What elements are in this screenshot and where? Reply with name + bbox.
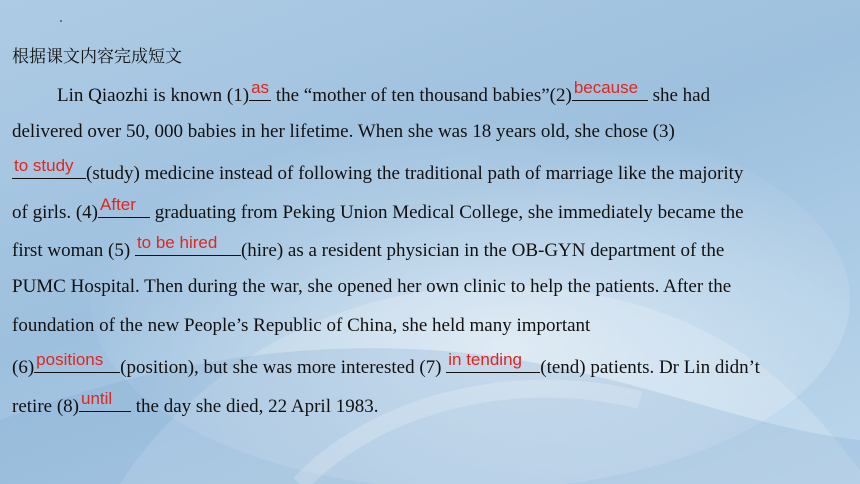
blank-2[interactable] [572, 78, 648, 101]
answer-1: as [251, 78, 270, 97]
passage-text: foundation of the new People’s Republic of China, she held many important [12, 315, 591, 336]
passage-line-4 [12, 195, 744, 224]
blank-4[interactable] [98, 195, 150, 218]
blank-1[interactable] [249, 78, 271, 101]
passage-text: delivered over 50, 000 babies in her lifetime. When she was 18 years old, she chose (3) [12, 121, 675, 142]
passage-text: (6) [12, 357, 35, 378]
passage-line-6 [12, 276, 731, 298]
blank-6[interactable] [34, 350, 120, 373]
exercise-heading: 根据课文内容完成短文 [12, 47, 182, 67]
passage-line-3 [12, 156, 744, 185]
answer-2: because [573, 78, 639, 97]
answer-6: positions [36, 350, 104, 369]
passage-line-5 [12, 233, 725, 262]
passage-text: the “mother of ten thousand babies”(2) [271, 85, 572, 106]
passage-text: (hire) as a resident physician in the OB-GYN department of the [240, 240, 725, 261]
passage-line-8 [12, 350, 760, 379]
answer-4: After [100, 195, 136, 214]
passage-line-1 [12, 78, 711, 107]
passage-text: PUMC Hospital. Then during the war, she opened her own clinic to help the patients. After the [12, 276, 732, 297]
answer-8: until [80, 389, 113, 408]
blank-5[interactable] [135, 233, 241, 256]
passage-line-9 [12, 389, 379, 418]
passage-text: the day she died, 22 April 1983. [130, 396, 379, 417]
decorative-dot [60, 20, 62, 22]
passage-text: (position), but she was more interested (7) [120, 357, 447, 378]
passage-text: graduating from Peking Union Medical College, she immediately became the [150, 202, 744, 223]
passage-text: (tend) patients. Dr Lin didn’t [540, 357, 760, 378]
answer-7: in tending [448, 350, 522, 369]
blank-3[interactable] [12, 156, 86, 179]
passage-text: first woman (5) [12, 240, 135, 261]
passage-text: (study) medicine instead of following the traditional path of marriage like the majority [86, 163, 744, 184]
answer-3: to study [14, 156, 74, 175]
passage-text: she had [647, 85, 711, 106]
blank-7[interactable] [446, 350, 540, 373]
passage-line-2 [12, 121, 675, 143]
answer-5: to be hired [136, 233, 218, 252]
blank-8[interactable] [79, 389, 131, 412]
passage-text: retire (8) [12, 396, 79, 417]
passage-text: of girls. (4) [12, 202, 99, 223]
passage-text: Lin Qiaozhi is known (1) [57, 85, 250, 106]
passage-line-7 [12, 315, 590, 337]
